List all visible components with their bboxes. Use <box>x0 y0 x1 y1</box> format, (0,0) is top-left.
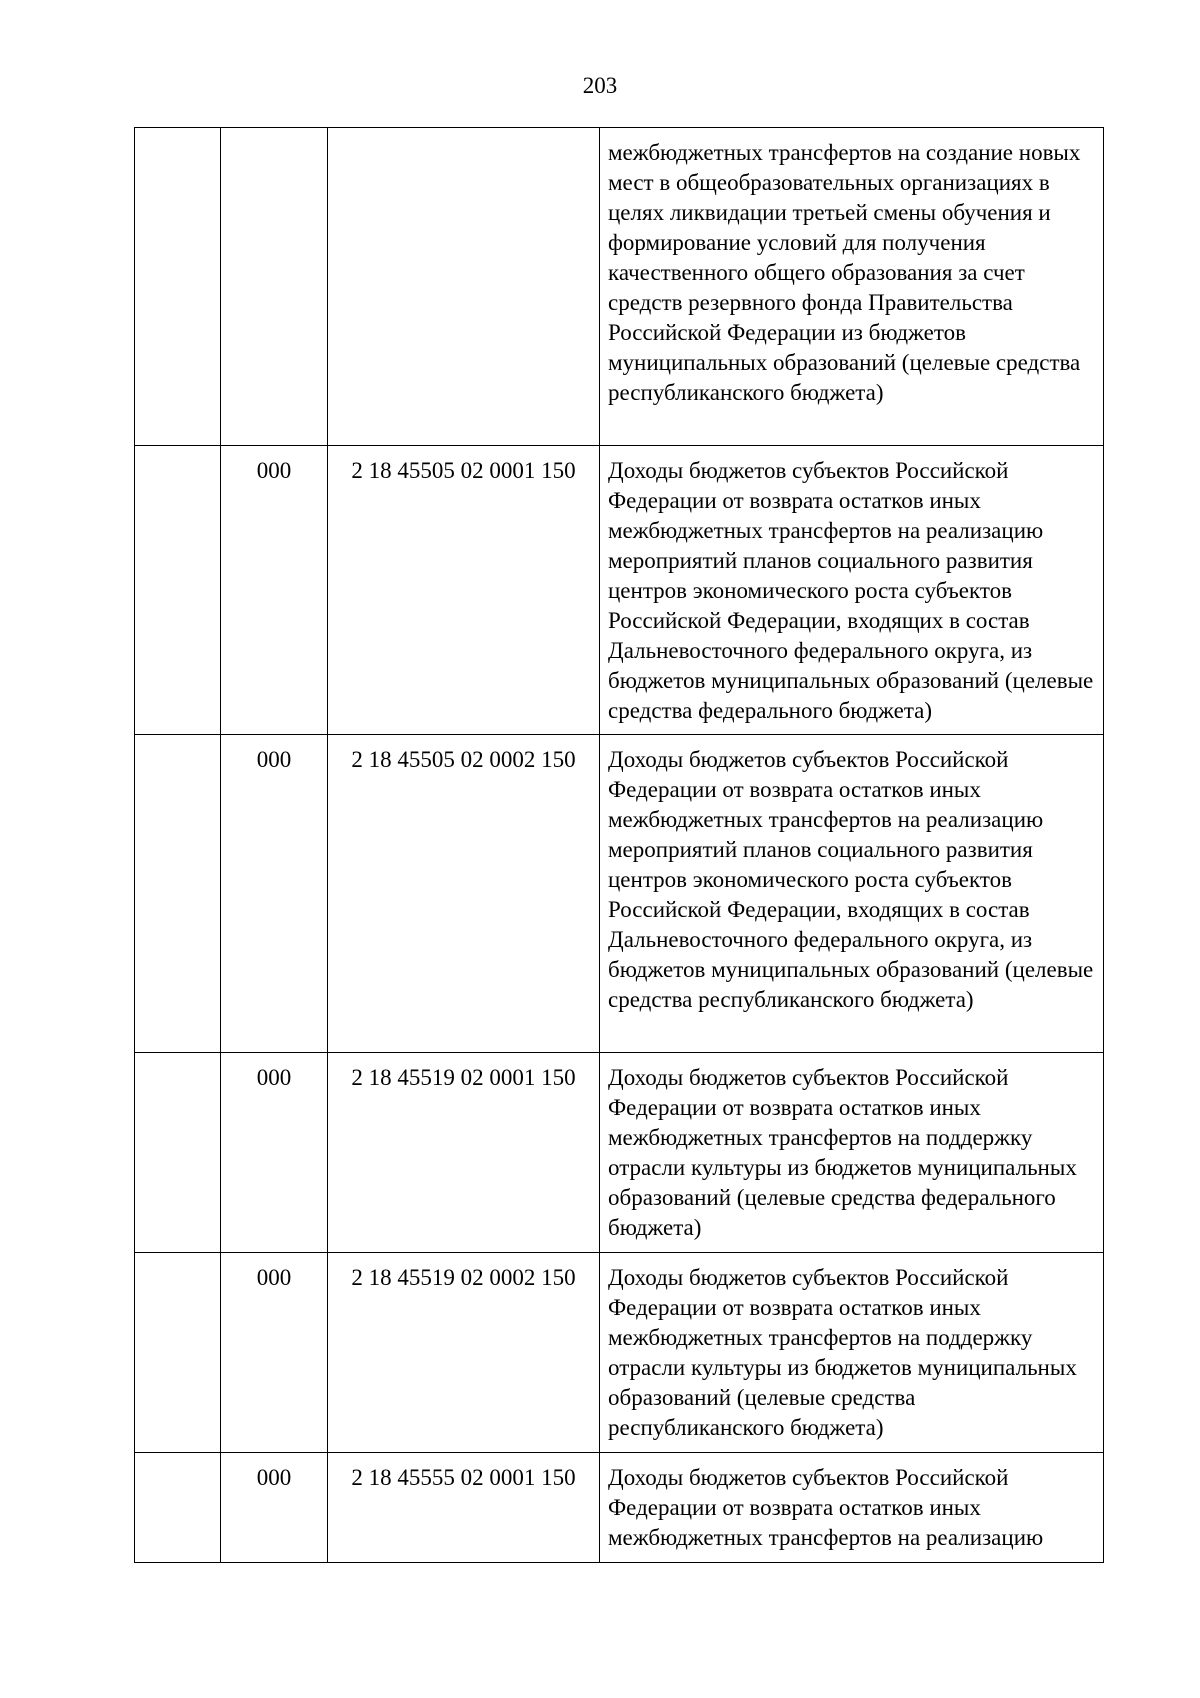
description-cell: Доходы бюджетов субъектов Российской Федерации от возврата остатков иных межбюджетных трансфертов на реализацию мероприятий планов социального развития центров экономического роста субъектов Российской Федерации, входящих в состав Дальневосточного федерального округа, из бюджетов муниципальных образований (целевые средства республиканского бюджета) <box>600 735 1104 1053</box>
table-row <box>135 1453 1104 1563</box>
description-cell: Доходы бюджетов субъектов Российской Федерации от возврата остатков иных межбюджетных трансфертов на реализацию мероприятий планов социального развития центров экономического роста субъектов Российской Федерации, входящих в состав Дальневосточного федерального округа, из бюджетов муниципальных образований (целевые средства федерального бюджета) <box>600 446 1104 735</box>
row-index-cell <box>135 1053 221 1253</box>
admin-code-cell: 000 <box>221 446 328 735</box>
kbk-code-cell <box>328 128 600 446</box>
row-index-cell <box>135 446 221 735</box>
description-cell: Доходы бюджетов субъектов Российской Федерации от возврата остатков иных межбюджетных трансфертов на реализацию <box>600 1453 1104 1563</box>
table-row <box>135 735 1104 1053</box>
admin-code-cell: 000 <box>221 1053 328 1253</box>
page-number: 203 <box>582 73 618 98</box>
kbk-code-cell: 2 18 45519 02 0002 150 <box>328 1253 600 1453</box>
admin-code-cell <box>221 128 328 446</box>
kbk-code-cell: 2 18 45505 02 0001 150 <box>328 446 600 735</box>
row-index-cell <box>135 128 221 446</box>
description-cell: Доходы бюджетов субъектов Российской Федерации от возврата остатков иных межбюджетных трансфертов на поддержку отрасли культуры из бюджетов муниципальных образований (целевые средства республиканского бюджета) <box>600 1253 1104 1453</box>
budget-classification-table <box>134 127 1104 1563</box>
table-row <box>135 1253 1104 1453</box>
admin-code-cell: 000 <box>221 735 328 1053</box>
kbk-code-cell: 2 18 45555 02 0001 150 <box>328 1453 600 1563</box>
admin-code-cell: 000 <box>221 1453 328 1563</box>
row-index-cell <box>135 1453 221 1563</box>
description-cell: Доходы бюджетов субъектов Российской Федерации от возврата остатков иных межбюджетных трансфертов на поддержку отрасли культуры из бюджетов муниципальных образований (целевые средства федерального бюджета) <box>600 1053 1104 1253</box>
row-index-cell <box>135 735 221 1053</box>
description-cell: межбюджетных трансфертов на создание новых мест в общеобразовательных организациях в целях ликвидации третьей смены обучения и формирование условий для получения качественного общего образования за счет средств резервного фонда Правительства Российской Федерации из бюджетов муниципальных образований (целевые средства республиканского бюджета) <box>600 128 1104 446</box>
admin-code-cell: 000 <box>221 1253 328 1453</box>
table-row <box>135 446 1104 735</box>
kbk-code-cell: 2 18 45505 02 0002 150 <box>328 735 600 1053</box>
row-index-cell <box>135 1253 221 1453</box>
table-row <box>135 128 1104 446</box>
table-row <box>135 1053 1104 1253</box>
kbk-code-cell: 2 18 45519 02 0001 150 <box>328 1053 600 1253</box>
